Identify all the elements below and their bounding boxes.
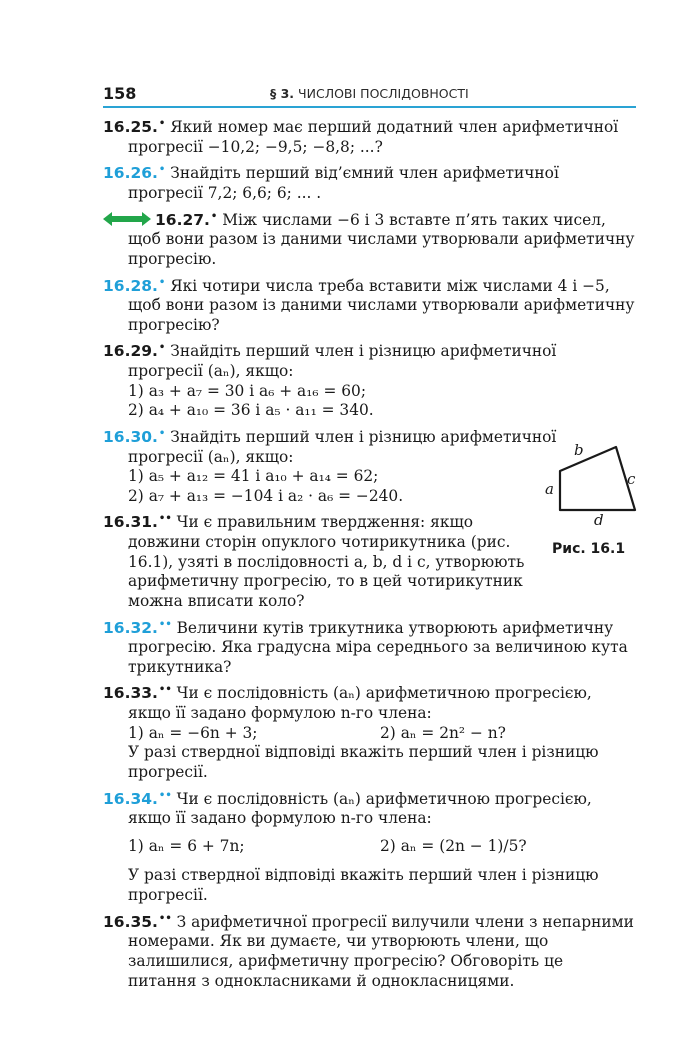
item-1: 1) a₅ + a₁₂ = 41 і a₁₀ + a₁₄ = 62; — [128, 467, 379, 486]
item-1: 1) a₃ + a₇ = 30 і a₆ + a₁₆ = 60; — [128, 381, 367, 400]
exercise-text: Величини кутів трикутника утворюють арифметичну прогресію. Яка градусна міра середнього за величиною кута трикутника? — [128, 618, 628, 676]
exercise-16-32 — [103, 615, 636, 678]
exercise-16-35 — [103, 909, 636, 992]
exercise-16-31 — [103, 509, 533, 611]
item-2: 2) a₇ + a₁₃ = −104 і a₂ · a₆ = −240. — [128, 486, 404, 505]
exercise-16-29 — [103, 338, 636, 421]
exercise-text: Знайдіть перший член і різницю арифметичної прогресії (aₙ), якщо: — [128, 342, 557, 381]
side-label-a: a — [545, 480, 554, 498]
running-head — [270, 86, 469, 101]
exercise-number: 16.33. — [103, 684, 158, 703]
exercise-text: З арифметичної прогресії вилучили члени з непарними номерами. Як ви думаєте, чи утворюють члени, що залишилися, арифметичну прогресію? Обговоріть це питання з однокласниками й однокласницями. — [128, 912, 634, 990]
difficulty-mark: •• — [158, 513, 172, 525]
item-1: 1) aₙ = −6n + 3; — [128, 723, 258, 742]
difficulty-mark: • — [158, 276, 166, 288]
difficulty-mark: •• — [158, 684, 172, 696]
figure-caption: Рис. 16.1 — [552, 541, 626, 557]
exercise-number: 16.28. — [103, 276, 158, 295]
exercise-number: 16.29. — [103, 342, 158, 361]
items-row — [103, 837, 636, 857]
items-row — [103, 724, 636, 744]
difficulty-mark: • — [158, 118, 166, 129]
exercise-text: Чи є послідовність (aₙ) арифметичною прогресією, якщо її задано формулою n-го члена: — [128, 684, 592, 723]
item-2: 2) a₄ + a₁₀ = 36 і a₅ · a₁₁ = 340. — [128, 401, 374, 420]
exercise-16-27 — [103, 207, 636, 270]
difficulty-mark: •• — [158, 618, 172, 630]
exercise-number: 16.34. — [103, 789, 158, 808]
exercise-number: 16.25. — [103, 118, 158, 137]
item-1: 1) aₙ = 6 + 7n; — [128, 836, 245, 855]
exercise-text: Чи є правильним твердження: якщо довжини сторін опуклого чотирикутника (рис. 16.1), узяті в послідовності a, b, d і c, утворюють арифметичну прогресію, то в цей чотирикутник можна вписати коло? — [128, 513, 525, 610]
exercise-tail: У разі ствердної відповіді вкажіть перший член і різницю прогресії. — [128, 866, 599, 905]
exercise-number: 16.31. — [103, 513, 158, 532]
difficulty-mark: • — [210, 210, 218, 222]
exercise-number: 16.27. — [155, 210, 210, 229]
exercise-number: 16.26. — [103, 164, 158, 183]
section-mark: § 3. — [270, 86, 295, 101]
exercise-text: Які чотири числа треба вставити між числами 4 і −5, щоб вони разом із даними числами утворювали арифметичну прогресію? — [128, 276, 635, 334]
difficulty-mark: •• — [158, 912, 172, 924]
double-arrow-icon — [103, 211, 151, 227]
section-title: ЧИСЛОВІ ПОСЛІДОВНОСТІ — [298, 86, 469, 101]
difficulty-mark: • — [158, 164, 166, 176]
exercise-number: 16.35. — [103, 912, 158, 931]
difficulty-mark: • — [158, 342, 166, 354]
exercise-16-28 — [103, 273, 636, 336]
item-2: 2) aₙ = 2n² − n? — [380, 723, 506, 742]
exercise-text: Знайдіть перший член і різницю арифметичної прогресії (aₙ), якщо: — [128, 428, 557, 466]
exercise-text: Який номер має перший додатний член арифметичної прогресії −10,2; −9,5; −8,8; ...? — [128, 118, 619, 156]
item-2: 2) aₙ = (2n − 1)/5? — [380, 836, 527, 855]
exercise-text: Чи є послідовність (aₙ) арифметичною прогресією, якщо її задано формулою n-го члена: — [128, 789, 592, 828]
quadrilateral-shape — [560, 447, 635, 510]
page-number: 158 — [103, 84, 137, 103]
exercise-number: 16.30. — [103, 428, 158, 447]
exercise-text: Між числами −6 і 3 вставте п’ять таких чисел, щоб вони разом із даними числами утворювали арифметичну прогресію. — [128, 210, 635, 268]
side-label-c: c — [627, 470, 636, 488]
side-label-b: b — [574, 441, 584, 459]
exercise-16-33 — [103, 680, 636, 782]
side-label-d: d — [594, 511, 604, 529]
exercise-16-25 — [103, 114, 636, 157]
difficulty-mark: • — [158, 427, 166, 439]
exercise-16-34 — [103, 786, 636, 906]
exercise-text: Знайдіть перший від’ємний член арифметичної прогресії 7,2; 6,6; 6; ... . — [128, 164, 559, 203]
exercise-16-26 — [103, 160, 636, 203]
exercise-tail: У разі ствердної відповіді вкажіть перший член і різницю прогресії. — [128, 743, 599, 781]
header-rule — [103, 106, 636, 108]
exercise-number: 16.32. — [103, 618, 158, 637]
difficulty-mark: •• — [158, 789, 172, 801]
